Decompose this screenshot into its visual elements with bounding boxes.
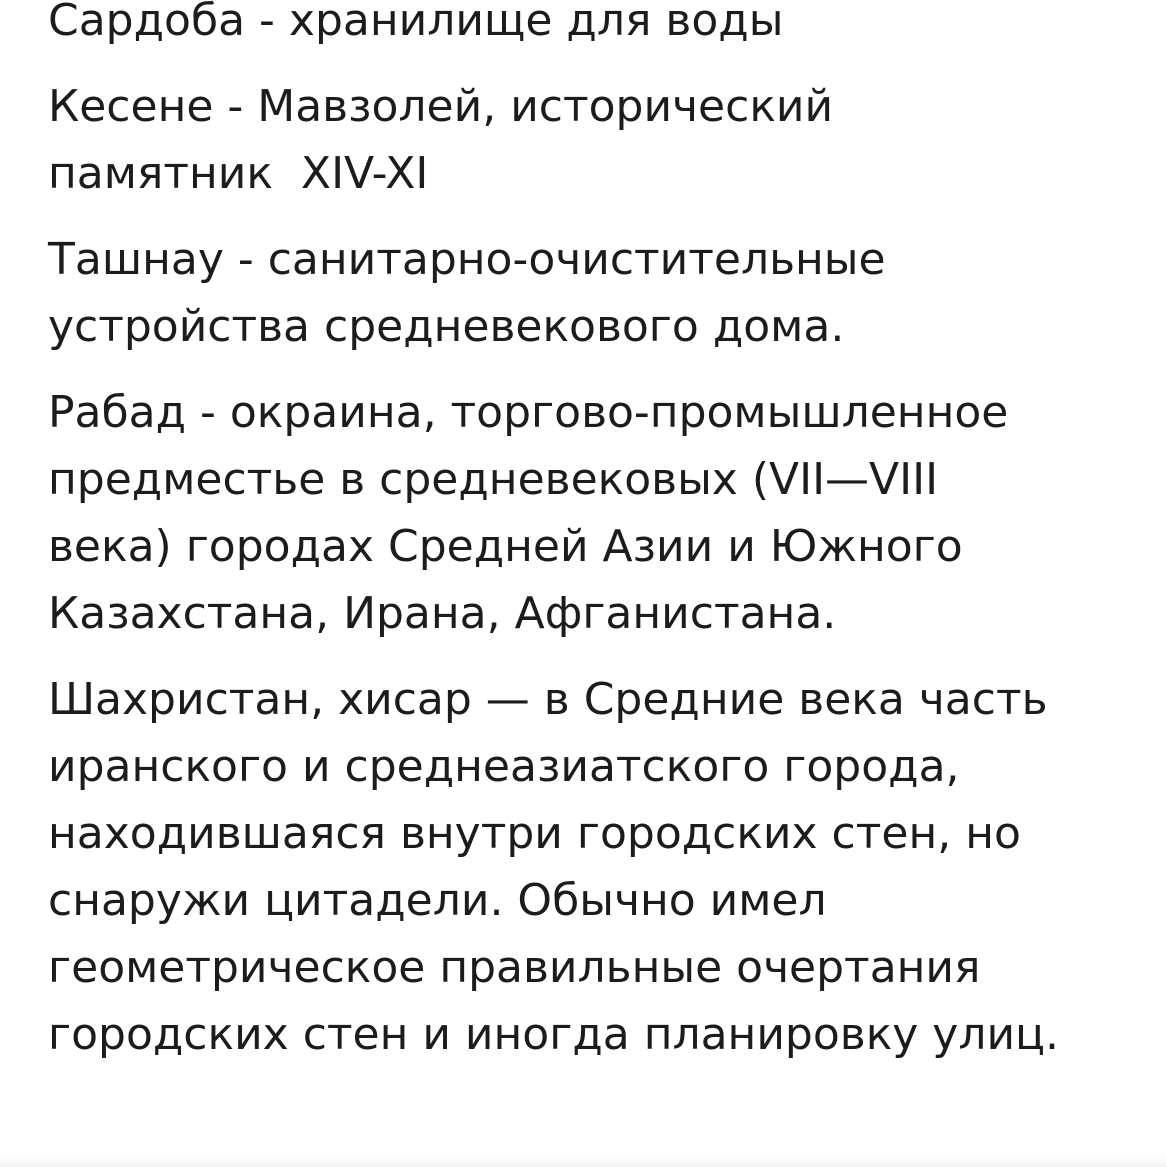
paragraph-sardoba <box>48 0 1148 54</box>
text-line: снаружи цитадели. Обычно имел <box>48 875 827 926</box>
text-line: Казахстана, Ирана, Афганистана. <box>48 588 837 639</box>
text-line: устройства средневекового дома. <box>48 301 845 352</box>
bottom-edge-shade <box>0 1157 1166 1167</box>
paragraph-rabad <box>48 379 1148 647</box>
paragraph-tashnau <box>48 226 1148 360</box>
text-line: Ташнау - санитарно-очистительные <box>48 234 886 285</box>
text-line: находившаяся внутри городских стен, но <box>48 808 1021 859</box>
text-line: Рабад - окраина, торгово-промышленное <box>48 387 1009 438</box>
text-line: века) городах Средней Азии и Южного <box>48 521 963 572</box>
document-text <box>48 0 1148 1087</box>
paragraph-kesene <box>48 73 1148 207</box>
text-line: памятник XIV-XI <box>48 148 429 199</box>
paragraph-shahristan <box>48 666 1148 1068</box>
text-line: геометрическое правильные очертания <box>48 942 981 993</box>
text-line: Кесене - Мавзолей, исторический <box>48 81 834 132</box>
text-line: городских стен и иногда планировку улиц. <box>48 1009 1059 1060</box>
text-line: Шахристан, хисар — в Средние века часть <box>48 674 1048 725</box>
text-line: иранского и среднеазиатского города, <box>48 741 960 792</box>
text-line: Сардоба - хранилище для воды <box>48 0 784 46</box>
text-line: предместье в средневековых (VII—VIII <box>48 454 939 505</box>
